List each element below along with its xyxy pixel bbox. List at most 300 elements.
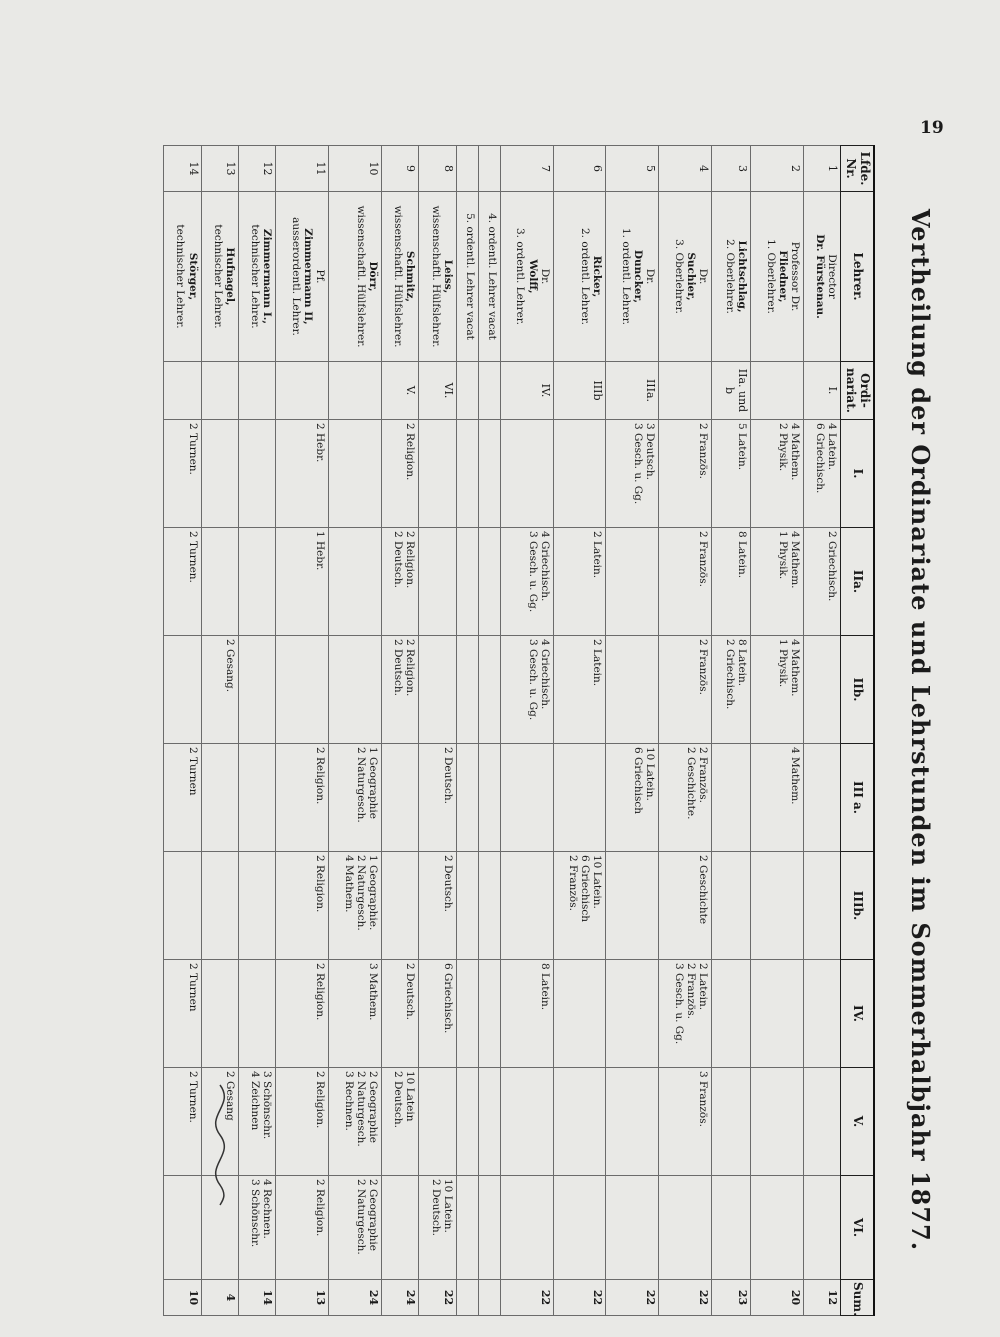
lesson-cell: [456, 744, 478, 852]
lesson-cell: [164, 420, 202, 528]
teacher-cell: [500, 192, 553, 362]
lesson-cell: [804, 960, 841, 1068]
row-sum: 20: [751, 1280, 804, 1316]
row-number: 3: [712, 146, 751, 192]
lesson-cell: [606, 420, 659, 528]
teacher-name: Ricker,: [591, 255, 604, 298]
lesson-cell: [659, 744, 712, 852]
lesson-cell: [456, 1176, 478, 1280]
lesson-cell: [201, 852, 238, 960]
lesson-cell: [712, 1176, 751, 1280]
teacher-title: Professor Dr.: [789, 241, 802, 312]
lesson-entry: 1 Physik.: [776, 639, 789, 688]
table-row: [276, 146, 329, 1316]
lesson-cell: [712, 744, 751, 852]
lesson-cell: [456, 528, 478, 636]
lesson-entry: 2 Latein.: [697, 963, 710, 1011]
lesson-cell: [606, 1068, 659, 1176]
row-number: 1: [804, 146, 841, 192]
header-class-VI: VI.: [841, 1176, 874, 1280]
teacher-name: Duncker,: [632, 249, 645, 304]
lesson-entry: 8 Latein.: [538, 963, 551, 1011]
lesson-entry: 2 Gesang.: [223, 639, 236, 693]
lesson-entry: 2 Deutsch.: [429, 1179, 442, 1237]
header-class-V: V.: [841, 1068, 874, 1176]
ordinariat-cell: I.: [804, 362, 841, 420]
teacher-title: ausserordentl. Lehrer.: [290, 217, 303, 336]
lesson-entry: 2 Physik.: [776, 423, 789, 472]
teacher-cell: [478, 192, 500, 362]
teacher-name: Wolff,: [526, 259, 539, 294]
lesson-cell: [382, 636, 419, 744]
lesson-entry: 5 Latein.: [736, 423, 749, 471]
header-class-IIIa: III a.: [841, 744, 874, 852]
ordinariat-cell: [164, 362, 202, 420]
lesson-entry: 2 Religion.: [314, 747, 327, 805]
lesson-cell: [500, 1068, 553, 1176]
lesson-cell: [659, 1176, 712, 1280]
teacher-title: Dr.: [538, 268, 551, 285]
teacher-title: technischer Lehrer.: [211, 224, 224, 329]
lesson-entry: 2 Geschichte: [697, 855, 710, 925]
lesson-entry: 2 Griechisch.: [826, 531, 839, 602]
row-number: 12: [238, 146, 275, 192]
ordinariat-cell: V.: [382, 362, 419, 420]
lesson-cell: [419, 960, 456, 1068]
header-class-IIIb: IIIb.: [841, 852, 874, 960]
lesson-entry: 2 Religion.: [314, 1179, 327, 1237]
lesson-cell: [419, 1068, 456, 1176]
lesson-cell: [238, 960, 275, 1068]
ordinariat-cell: [238, 362, 275, 420]
lesson-cell: [329, 636, 382, 744]
teacher-title: 4. ordentl. Lehrer vacat: [485, 213, 498, 340]
lesson-cell: [201, 744, 238, 852]
table-row: [164, 146, 202, 1316]
lesson-entry: 2 Turnen.: [186, 423, 199, 475]
lesson-entry: 3 Gesch. u. Gg.: [526, 531, 539, 613]
lesson-cell: [606, 1176, 659, 1280]
lesson-entry: 2 Französ.: [685, 963, 698, 1019]
teacher-title: 2. ordentl. Lehrer.: [579, 227, 592, 326]
row-sum: 22: [500, 1280, 553, 1316]
row-number: 14: [164, 146, 202, 192]
row-number: 8: [419, 146, 456, 192]
lesson-cell: [500, 960, 553, 1068]
table-row: [751, 146, 804, 1316]
teacher-cell: [606, 192, 659, 362]
lesson-cell: [804, 852, 841, 960]
row-sum: 14: [238, 1280, 275, 1316]
lesson-entry: 3 Schönschr.: [261, 1071, 274, 1140]
lesson-cell: [238, 744, 275, 852]
teacher-cell: [751, 192, 804, 362]
lesson-entry: 1 Hebr.: [314, 531, 327, 571]
teacher-title: 3. ordentl. Lehrer.: [514, 227, 527, 326]
lesson-cell: [276, 528, 329, 636]
teacher-title: 3. Oberlehrer.: [673, 239, 686, 314]
lesson-entry: 3 Gesch. u. Gg.: [673, 963, 686, 1045]
lesson-entry: 8 Latein.: [736, 639, 749, 687]
teacher-title: 5. ordentl. Lehrer vacat: [463, 213, 476, 340]
teacher-name: Schmitz,: [404, 250, 417, 303]
header-teacher: Lehrer.: [841, 192, 874, 362]
lesson-cell: [329, 960, 382, 1068]
ordinariat-cell: [329, 362, 382, 420]
row-sum: 4: [201, 1280, 238, 1316]
lesson-cell: [804, 1068, 841, 1176]
lesson-cell: [164, 1068, 202, 1176]
teacher-cell: [164, 192, 202, 362]
lesson-cell: [456, 636, 478, 744]
row-sum: 13: [276, 1280, 329, 1316]
ordinariat-cell: IIa. und b: [712, 362, 751, 420]
page-title: Vertheilung der Ordinariate und Lehrstunden im Sommerhalbjahr 1877.: [906, 208, 935, 1252]
lesson-cell: [382, 744, 419, 852]
lesson-entry: 2 Religion.: [314, 1071, 327, 1129]
teacher-title: wissenschaftl. Hülfslehrer.: [392, 205, 405, 348]
lesson-entry: 2 Religion.: [314, 963, 327, 1021]
teacher-title: technischer Lehrer.: [174, 224, 187, 329]
lesson-entry: 1 Physik.: [776, 531, 789, 580]
lesson-cell: [238, 1176, 275, 1280]
lesson-cell: [164, 744, 202, 852]
lesson-cell: [712, 852, 751, 960]
lesson-entry: 2 Turnen: [186, 747, 199, 796]
lesson-entry: 10 Latein.: [644, 747, 657, 801]
rotated-table-page: [145, 145, 935, 1315]
lesson-cell: [606, 960, 659, 1068]
lesson-entry: 3 Mathem.: [367, 963, 380, 1021]
teacher-cell: [553, 192, 606, 362]
lesson-cell: [419, 528, 456, 636]
teacher-cell: [456, 192, 478, 362]
lesson-cell: [419, 420, 456, 528]
row-sum: 22: [553, 1280, 606, 1316]
lesson-cell: [500, 420, 553, 528]
teacher-cell: [712, 192, 751, 362]
lesson-cell: [329, 528, 382, 636]
ordinariat-cell: VI.: [419, 362, 456, 420]
lesson-entry: 3 Deutsch.: [644, 423, 657, 481]
lesson-cell: [659, 1068, 712, 1176]
row-sum: 24: [329, 1280, 382, 1316]
teacher-name: Dörr,: [367, 261, 380, 292]
lesson-cell: [238, 852, 275, 960]
row-sum: 22: [419, 1280, 456, 1316]
lesson-entry: 2 Französ.: [697, 531, 710, 587]
teacher-name: Dr. Fürstenau.: [814, 234, 827, 319]
lesson-cell: [419, 1176, 456, 1280]
lesson-cell: [276, 744, 329, 852]
lesson-cell: [382, 852, 419, 960]
teacher-title: Dr.: [697, 268, 710, 285]
lesson-cell: [804, 636, 841, 744]
lesson-cell: [500, 744, 553, 852]
lesson-cell: [804, 420, 841, 528]
lesson-entry: 2 Deutsch.: [441, 855, 454, 913]
lesson-entry: 2 Religion.: [404, 531, 417, 589]
lesson-cell: [751, 636, 804, 744]
lesson-entry: 6 Griechisch.: [814, 423, 827, 494]
lesson-cell: [201, 420, 238, 528]
lesson-cell: [478, 528, 500, 636]
teacher-cell: [382, 192, 419, 362]
lesson-cell: [164, 852, 202, 960]
lesson-entry: 2 Naturgesch.: [355, 855, 368, 931]
row-number: [478, 146, 500, 192]
table-row: [553, 146, 606, 1316]
lesson-entry: 2 Gesang: [223, 1071, 236, 1121]
lesson-entry: 2 Turnen.: [186, 531, 199, 583]
row-sum: [478, 1280, 500, 1316]
lesson-cell: [164, 528, 202, 636]
table-row: [419, 146, 456, 1316]
lesson-cell: [712, 636, 751, 744]
lesson-cell: [606, 744, 659, 852]
lesson-cell: [276, 420, 329, 528]
lesson-entry: 2 Französ.: [697, 639, 710, 695]
lesson-cell: [382, 528, 419, 636]
lesson-cell: [238, 420, 275, 528]
header-sum: Sum.: [841, 1280, 874, 1316]
ordinariat-cell: [751, 362, 804, 420]
lesson-cell: [329, 420, 382, 528]
lesson-entry: 4 Mathem.: [789, 639, 802, 697]
header-class-IIb: IIb.: [841, 636, 874, 744]
lesson-cell: [553, 960, 606, 1068]
lesson-cell: [500, 636, 553, 744]
lesson-entry: 2 Religion.: [404, 639, 417, 697]
lesson-cell: [659, 960, 712, 1068]
lesson-cell: [712, 1068, 751, 1176]
lesson-cell: [238, 1068, 275, 1176]
lesson-entry: 4 Mathem.: [789, 531, 802, 589]
row-number: 13: [201, 146, 238, 192]
lesson-cell: [276, 1068, 329, 1176]
lesson-entry: 2 Latein.: [591, 639, 604, 687]
lesson-cell: [553, 1068, 606, 1176]
header-ordinariat: Ordi-nariat.: [841, 362, 874, 420]
teacher-title: Pf.: [314, 269, 327, 284]
lesson-entry: 4 Zeichnen: [249, 1071, 262, 1131]
lesson-cell: [478, 1176, 500, 1280]
lesson-cell: [659, 636, 712, 744]
lesson-cell: [329, 1176, 382, 1280]
lesson-entry: 1 Geographie: [367, 747, 380, 819]
row-number: 4: [659, 146, 712, 192]
lesson-cell: [456, 1068, 478, 1176]
lesson-cell: [382, 1176, 419, 1280]
lesson-cell: [751, 528, 804, 636]
lesson-entry: 6 Griechisch: [632, 747, 645, 815]
ordinariat-cell: [659, 362, 712, 420]
teacher-name: Störger,: [186, 252, 199, 301]
lesson-cell: [751, 744, 804, 852]
lesson-entry: 2 Geschichte.: [685, 747, 698, 820]
lesson-entry: 2 Latein.: [591, 531, 604, 579]
lesson-cell: [329, 1068, 382, 1176]
teacher-cell: [659, 192, 712, 362]
lesson-entry: 4 Mathem.: [789, 747, 802, 805]
header-class-IV: IV.: [841, 960, 874, 1068]
lesson-cell: [553, 852, 606, 960]
lesson-entry: 2 Geographie: [367, 1071, 380, 1143]
lesson-entry: 2 Deutsch.: [392, 1071, 405, 1129]
lesson-entry: 3 Schönschr.: [249, 1179, 262, 1248]
lesson-cell: [553, 420, 606, 528]
table-row: [329, 146, 382, 1316]
lesson-entry: 2 Religion.: [314, 855, 327, 913]
lesson-cell: [712, 528, 751, 636]
lesson-cell: [164, 960, 202, 1068]
teacher-cell: [201, 192, 238, 362]
teacher-cell: [804, 192, 841, 362]
lesson-cell: [201, 528, 238, 636]
lesson-entry: 2 Naturgesch.: [355, 747, 368, 823]
teacher-cell: [276, 192, 329, 362]
header-row: [841, 146, 874, 1316]
lesson-entry: 6 Griechisch.: [441, 963, 454, 1034]
lesson-entry: 2 Französ.: [567, 855, 580, 911]
teacher-title: technischer Lehrer.: [249, 224, 262, 329]
lesson-entry: 2 Geographie: [367, 1179, 380, 1251]
lesson-cell: [553, 1176, 606, 1280]
ornament-flourish: [205, 1085, 235, 1205]
lesson-cell: [659, 420, 712, 528]
lesson-cell: [419, 636, 456, 744]
row-number: 9: [382, 146, 419, 192]
lesson-entry: 4 Rechnen.: [261, 1179, 274, 1239]
row-number: 7: [500, 146, 553, 192]
ordinariat-cell: [478, 362, 500, 420]
lesson-cell: [164, 636, 202, 744]
table-row: [659, 146, 712, 1316]
lesson-entry: 2 Deutsch.: [441, 747, 454, 805]
lesson-entry: 2 Französ.: [697, 747, 710, 803]
row-number: 2: [751, 146, 804, 192]
lesson-entry: 6 Griechisch: [579, 855, 592, 923]
table-row: [712, 146, 751, 1316]
lesson-cell: [164, 1176, 202, 1280]
lesson-cell: [419, 852, 456, 960]
page-number: 19: [920, 118, 944, 138]
lesson-entry: 2 Turnen.: [186, 1071, 199, 1123]
row-sum: 24: [382, 1280, 419, 1316]
table-row: [500, 146, 553, 1316]
teacher-title: Dr.: [644, 268, 657, 285]
lesson-cell: [751, 1068, 804, 1176]
lesson-cell: [276, 636, 329, 744]
teacher-title: wissenschaftl. Hülfslehrer.: [355, 205, 368, 348]
teacher-cell: [238, 192, 275, 362]
lesson-cell: [751, 420, 804, 528]
ordinariat-cell: [276, 362, 329, 420]
table-row: [238, 146, 275, 1316]
lesson-cell: [751, 852, 804, 960]
teacher-cell: [419, 192, 456, 362]
lesson-cell: [382, 1068, 419, 1176]
lesson-entry: 4 Mathem.: [342, 855, 355, 913]
header-class-I: I.: [841, 420, 874, 528]
row-sum: 12: [804, 1280, 841, 1316]
lesson-cell: [382, 420, 419, 528]
row-sum: 22: [659, 1280, 712, 1316]
ordinariat-cell: [201, 362, 238, 420]
row-number: [456, 146, 478, 192]
lesson-cell: [478, 744, 500, 852]
row-number: 5: [606, 146, 659, 192]
lesson-cell: [329, 744, 382, 852]
lesson-entry: 8 Latein.: [736, 531, 749, 579]
table-row: [478, 146, 500, 1316]
lesson-entry: 2 Naturgesch.: [355, 1071, 368, 1147]
table-row: [382, 146, 419, 1316]
lesson-entry: 2 Turnen: [186, 963, 199, 1012]
teacher-name: Leiss,: [441, 259, 454, 294]
lesson-cell: [456, 852, 478, 960]
lesson-cell: [606, 636, 659, 744]
lesson-cell: [478, 960, 500, 1068]
table-row: [804, 146, 841, 1316]
lesson-entry: 2 Griechisch.: [724, 639, 737, 710]
lesson-cell: [329, 852, 382, 960]
table-row: [606, 146, 659, 1316]
lesson-entry: 3 Rechnen.: [342, 1071, 355, 1131]
teacher-title: 2. Oberlehrer.: [724, 239, 737, 314]
lesson-entry: 2 Französ.: [697, 423, 710, 479]
lesson-cell: [419, 744, 456, 852]
lesson-cell: [478, 1068, 500, 1176]
ordinariat-cell: IIIa.: [606, 362, 659, 420]
lesson-entry: 4 Griechisch.: [538, 531, 551, 602]
lesson-cell: [478, 852, 500, 960]
teacher-name: Fliedner,: [776, 250, 789, 303]
ordinariat-cell: IV.: [500, 362, 553, 420]
lesson-entry: 3 Gesch. u. Gg.: [526, 639, 539, 721]
lesson-cell: [382, 960, 419, 1068]
lesson-cell: [553, 528, 606, 636]
lesson-cell: [478, 420, 500, 528]
lesson-cell: [751, 1176, 804, 1280]
teacher-name: Zimmermann I.,: [261, 228, 274, 325]
lesson-cell: [712, 420, 751, 528]
lesson-entry: 4 Mathem.: [789, 423, 802, 481]
row-sum: 22: [606, 1280, 659, 1316]
table-row: [456, 146, 478, 1316]
teacher-name: Hufnagel,: [223, 247, 236, 306]
lesson-cell: [238, 636, 275, 744]
ordinariat-cell: IIIb: [553, 362, 606, 420]
lesson-cell: [201, 636, 238, 744]
lesson-cell: [804, 744, 841, 852]
teacher-title: 1. ordentl. Lehrer.: [620, 227, 633, 326]
lesson-cell: [606, 528, 659, 636]
lesson-entry: 10 Latein.: [591, 855, 604, 909]
lesson-cell: [276, 1176, 329, 1280]
lesson-cell: [553, 636, 606, 744]
lesson-cell: [201, 960, 238, 1068]
lesson-entry: 3 Gesch. u. Gg.: [632, 423, 645, 505]
schedule-table: [163, 145, 875, 1316]
teacher-title: wissenschaftl. Hülfslehrer.: [429, 205, 442, 348]
lesson-cell: [500, 528, 553, 636]
lesson-cell: [238, 528, 275, 636]
lesson-entry: 4 Griechisch.: [538, 639, 551, 710]
lesson-cell: [712, 960, 751, 1068]
lesson-entry: 10 Latein.: [441, 1179, 454, 1233]
lesson-entry: 2 Religion.: [404, 423, 417, 481]
